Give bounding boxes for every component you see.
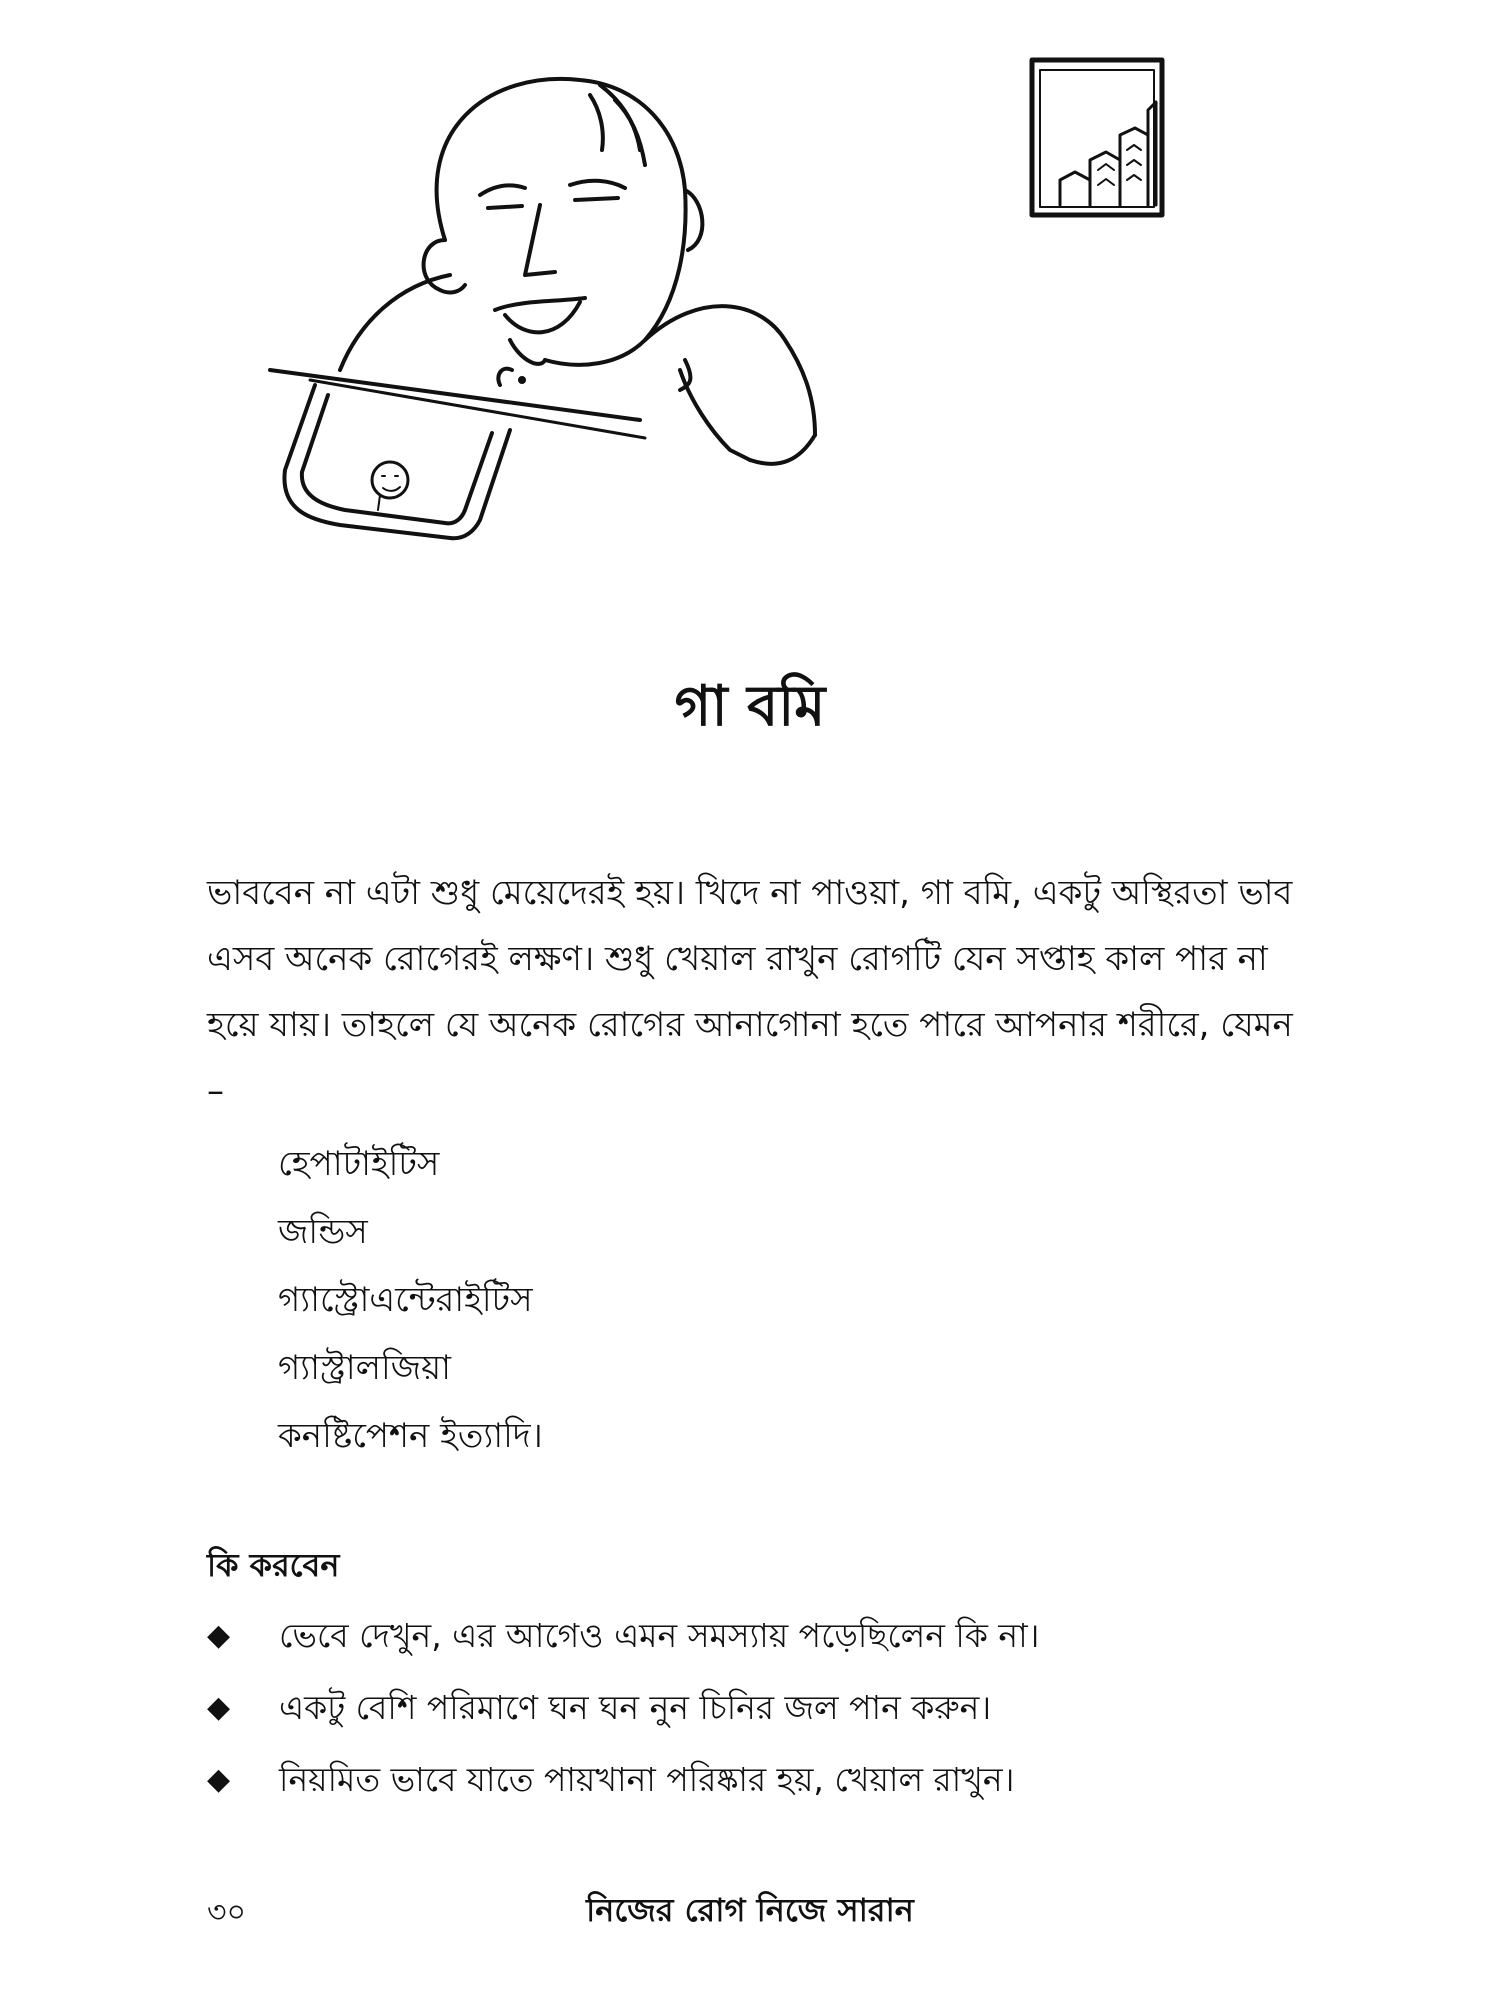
- intro-section: [207, 860, 1307, 1124]
- advice-list: [207, 1600, 1039, 1816]
- diamond-bullet-icon: ◆: [207, 1762, 231, 1797]
- intro-paragraph: ভাববেন না এটা শুধু মেয়েদেরই হয়। খিদে না পাওয়া, গা বমি, একটু অস্থিরতা ভাব এসব অনেক রোগেরই লক্ষণ। শুধু খেয়াল রাখুন রোগটি যেন সপ্তাহ কাল পার না হয়ে যায়। তাহলে যে অনেক রোগের আনাগোনা হতে পারে আপনার শরীরে, যেমন –: [207, 873, 1293, 1111]
- page-number: ৩০: [207, 1895, 247, 1930]
- diamond-bullet-icon: ◆: [207, 1618, 231, 1653]
- book-title: নিজের রোগ নিজে সারান: [586, 1891, 914, 1929]
- disease-item: হেপাটাইটিস: [278, 1144, 440, 1184]
- advice-heading: কি করবেন: [207, 1546, 340, 1584]
- advice-item: [207, 1600, 1039, 1672]
- advice-item: [207, 1744, 1039, 1816]
- diamond-bullet-icon: ◆: [207, 1690, 231, 1725]
- nauseous-man-illustration: [240, 40, 1240, 660]
- disease-item: কনষ্টিপেশন ইত্যাদি।: [278, 1416, 543, 1456]
- wall-picture: [1032, 60, 1162, 215]
- disease-list: [278, 1130, 543, 1470]
- table-with-sink: [270, 370, 645, 538]
- disease-item: জন্ডিস: [278, 1212, 368, 1252]
- advice-text: একটু বেশি পরিমাণে ঘন ঘন নুন চিনির জল পান করুন।: [279, 1688, 992, 1727]
- disease-item: গ্যাস্ট্রোএন্টেরাইটিস: [278, 1280, 533, 1320]
- advice-text: নিয়মিত ভাবে যাতে পায়খানা পরিষ্কার হয়, খেয়াল রাখুন।: [279, 1760, 1015, 1799]
- disease-item: গ্যাস্ট্রালজিয়া: [278, 1348, 452, 1388]
- man-head: [424, 79, 703, 365]
- advice-item: [207, 1672, 1039, 1744]
- page-title: গা বমি: [674, 674, 826, 739]
- advice-text: ভেবে দেখুন, এর আগেও এমন সমস্যায় পড়েছিলেন কি না।: [279, 1616, 1040, 1655]
